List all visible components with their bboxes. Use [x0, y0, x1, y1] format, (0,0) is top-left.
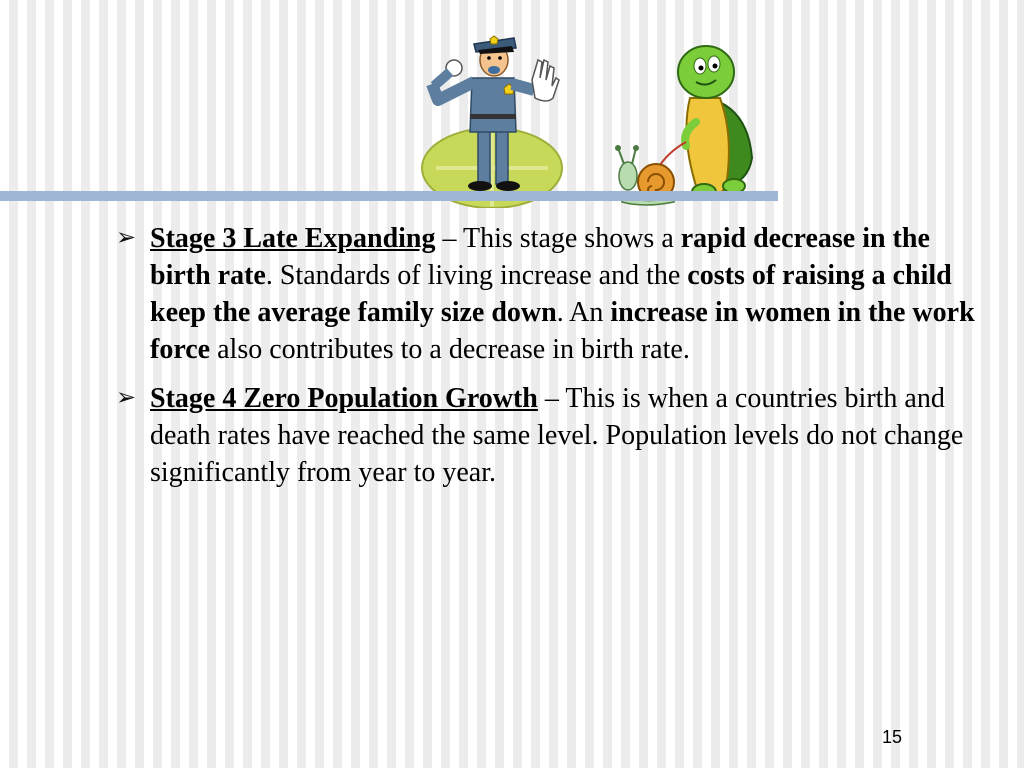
bullet-heading: Stage 3 Late Expanding [150, 223, 436, 254]
bullet-text [150, 220, 990, 368]
arrow-bullet-icon: ➢ [116, 385, 137, 411]
bullet-part: also contributes to a decrease in birth rate. [210, 334, 690, 365]
bullet-stage-4 [116, 380, 996, 491]
bullet-emphasis: increase in women in the work force [150, 297, 975, 365]
bullet-emphasis: costs of raising a child keep the average family size down [150, 260, 952, 328]
arrow-bullet-icon: ➢ [116, 225, 137, 251]
bullet-stage-3 [116, 220, 996, 368]
slide-content [116, 220, 996, 503]
page-number: 15 [881, 727, 903, 747]
bullet-part: . Standards of living increase and the [265, 260, 688, 291]
bullet-text [150, 380, 990, 491]
bullet-emphasis: rapid decrease in the birth rate [150, 223, 930, 291]
turtle-with-snail-icon [608, 36, 768, 208]
bullet-part: – This is when a countries birth and death rates have reached the same level. Population levels do not change significantly from year to year. [150, 383, 964, 488]
bullet-part: – This stage shows a [435, 223, 681, 254]
bullet-part: . An [556, 297, 611, 328]
header-divider-bar [0, 191, 778, 201]
police-officer-stop-icon [416, 28, 566, 208]
bullet-heading: Stage 4 Zero Population Growth [150, 383, 538, 414]
